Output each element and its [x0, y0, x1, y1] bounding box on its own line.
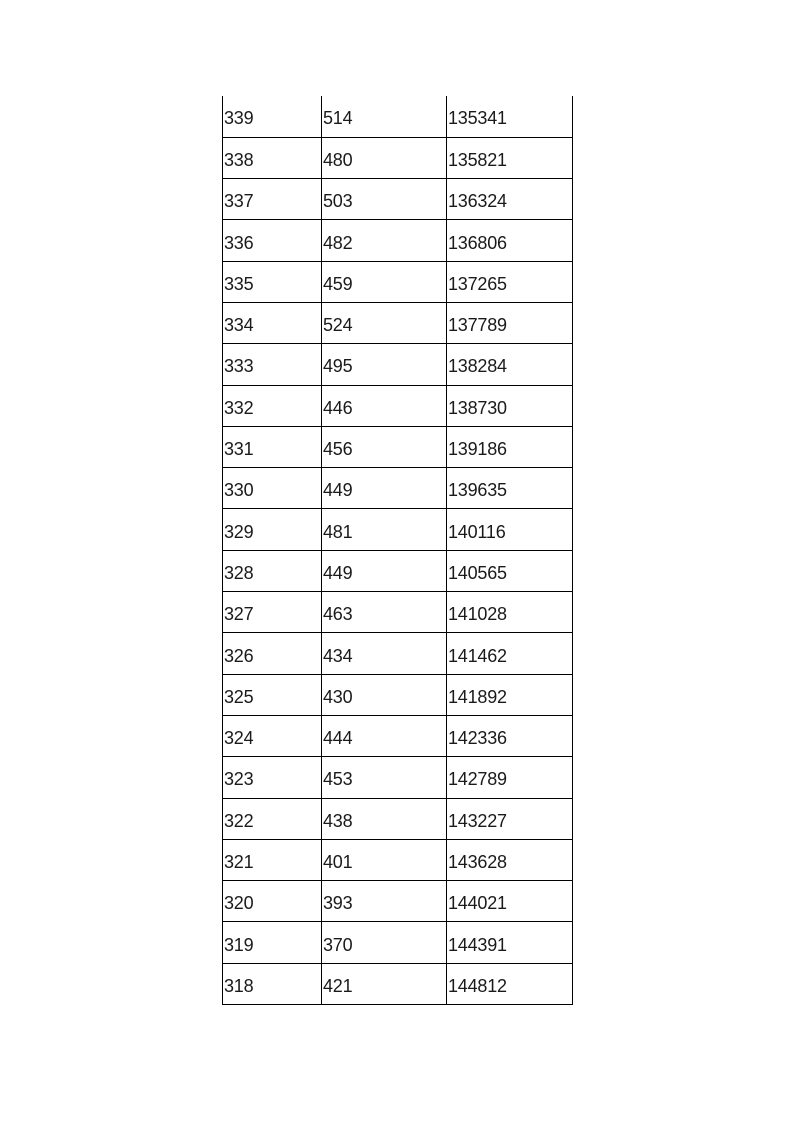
cell-value: 144021	[448, 893, 507, 914]
cell-value: 330	[224, 480, 254, 501]
table-cell	[223, 674, 322, 715]
table-cell	[322, 179, 447, 220]
table-row	[223, 839, 573, 880]
cell-value: 334	[224, 315, 254, 336]
cell-value: 335	[224, 273, 254, 294]
table-cell	[447, 344, 573, 385]
cell-value: 325	[224, 686, 254, 707]
table-cell	[447, 96, 573, 137]
table-row	[223, 302, 573, 343]
table-cell	[223, 137, 322, 178]
table-cell	[223, 220, 322, 261]
table-cell	[447, 839, 573, 880]
table-cell	[223, 509, 322, 550]
table-cell	[223, 344, 322, 385]
table-row	[223, 881, 573, 922]
table-cell	[322, 881, 447, 922]
table-body	[223, 96, 573, 1005]
table-cell	[447, 922, 573, 963]
cell-value: 138284	[448, 356, 507, 377]
table-cell	[322, 798, 447, 839]
cell-value: 319	[224, 934, 254, 955]
cell-value: 323	[224, 769, 254, 790]
data-table	[222, 96, 573, 1005]
table-cell	[447, 426, 573, 467]
table-row	[223, 798, 573, 839]
cell-value: 141462	[448, 645, 507, 666]
table-cell	[322, 261, 447, 302]
table-row	[223, 179, 573, 220]
cell-value: 135821	[448, 149, 507, 170]
table-row	[223, 96, 573, 137]
cell-value: 333	[224, 356, 254, 377]
cell-value: 337	[224, 191, 254, 212]
cell-value: 142336	[448, 728, 507, 749]
cell-value: 139635	[448, 480, 507, 501]
table-cell	[322, 674, 447, 715]
table-cell	[223, 302, 322, 343]
table-cell	[447, 302, 573, 343]
cell-value: 139186	[448, 439, 507, 460]
table-cell	[322, 385, 447, 426]
table-cell	[447, 963, 573, 1004]
cell-value: 326	[224, 645, 254, 666]
cell-value: 142789	[448, 769, 507, 790]
table-cell	[447, 550, 573, 591]
cell-value: 421	[323, 975, 353, 996]
cell-value: 143628	[448, 851, 507, 872]
cell-value: 456	[323, 439, 353, 460]
table-row	[223, 550, 573, 591]
cell-value: 481	[323, 521, 353, 542]
cell-value: 503	[323, 191, 353, 212]
cell-value: 482	[323, 232, 353, 253]
table-row	[223, 674, 573, 715]
cell-value: 320	[224, 893, 254, 914]
table-cell	[447, 715, 573, 756]
table-cell	[223, 633, 322, 674]
table-row	[223, 137, 573, 178]
cell-value: 324	[224, 728, 254, 749]
table-cell	[322, 715, 447, 756]
table-cell	[447, 220, 573, 261]
cell-value: 321	[224, 851, 254, 872]
cell-value: 140565	[448, 562, 507, 583]
table-row	[223, 715, 573, 756]
cell-value: 137265	[448, 273, 507, 294]
table-cell	[447, 881, 573, 922]
cell-value: 140116	[448, 521, 506, 542]
table-cell	[322, 344, 447, 385]
cell-value: 514	[323, 108, 353, 129]
cell-value: 328	[224, 562, 254, 583]
table-cell	[322, 137, 447, 178]
cell-value: 449	[323, 562, 353, 583]
cell-value: 318	[224, 975, 254, 996]
cell-value: 136806	[448, 232, 507, 253]
cell-value: 444	[323, 728, 353, 749]
cell-value: 137789	[448, 315, 507, 336]
cell-value: 438	[323, 810, 353, 831]
table-cell	[322, 302, 447, 343]
cell-value: 141028	[448, 604, 507, 625]
table-cell	[223, 179, 322, 220]
table-row	[223, 922, 573, 963]
table-cell	[223, 963, 322, 1004]
cell-value: 430	[323, 686, 353, 707]
table-row	[223, 592, 573, 633]
table-cell	[447, 633, 573, 674]
table-cell	[223, 922, 322, 963]
table-cell	[447, 468, 573, 509]
table-cell	[447, 592, 573, 633]
table-cell	[322, 426, 447, 467]
cell-value: 332	[224, 397, 254, 418]
cell-value: 329	[224, 521, 254, 542]
table-cell	[322, 757, 447, 798]
table-cell	[322, 96, 447, 137]
table-row	[223, 509, 573, 550]
cell-value: 393	[323, 893, 353, 914]
cell-value: 143227	[448, 810, 507, 831]
table-cell	[447, 261, 573, 302]
cell-value: 463	[323, 604, 353, 625]
cell-value: 144391	[448, 934, 507, 955]
cell-value: 449	[323, 480, 353, 501]
table-row	[223, 633, 573, 674]
cell-value: 138730	[448, 397, 507, 418]
cell-value: 480	[323, 149, 353, 170]
cell-value: 327	[224, 604, 254, 625]
table-cell	[322, 633, 447, 674]
cell-value: 434	[323, 645, 353, 666]
cell-value: 338	[224, 149, 254, 170]
table-cell	[223, 468, 322, 509]
cell-value: 144812	[448, 975, 507, 996]
cell-value: 446	[323, 397, 353, 418]
table-cell	[447, 137, 573, 178]
table-cell	[223, 426, 322, 467]
table-cell	[322, 509, 447, 550]
cell-value: 331	[224, 439, 254, 460]
cell-value: 135341	[448, 108, 507, 129]
table-cell	[447, 674, 573, 715]
table-row	[223, 261, 573, 302]
table-cell	[223, 261, 322, 302]
table-cell	[223, 96, 322, 137]
table-cell	[447, 179, 573, 220]
table-cell	[322, 468, 447, 509]
cell-value: 453	[323, 769, 353, 790]
cell-value: 370	[323, 934, 353, 955]
table-cell	[223, 592, 322, 633]
table-cell	[223, 798, 322, 839]
cell-value: 401	[323, 851, 353, 872]
cell-value: 141892	[448, 686, 507, 707]
table-row	[223, 468, 573, 509]
table-row	[223, 344, 573, 385]
table-cell	[223, 757, 322, 798]
table-cell	[322, 922, 447, 963]
table-cell	[447, 509, 573, 550]
table-cell	[223, 839, 322, 880]
table-cell	[223, 715, 322, 756]
table-row	[223, 220, 573, 261]
table-cell	[447, 385, 573, 426]
table-row	[223, 963, 573, 1004]
cell-value: 495	[323, 356, 353, 377]
cell-value: 322	[224, 810, 254, 831]
table-row	[223, 385, 573, 426]
cell-value: 339	[224, 108, 254, 129]
cell-value: 336	[224, 232, 254, 253]
table-cell	[322, 220, 447, 261]
table-cell	[322, 592, 447, 633]
table-row	[223, 426, 573, 467]
table-row	[223, 757, 573, 798]
table-cell	[447, 757, 573, 798]
table-cell	[322, 963, 447, 1004]
cell-value: 459	[323, 273, 353, 294]
cell-value: 524	[323, 315, 353, 336]
table-cell	[322, 550, 447, 591]
table-cell	[447, 798, 573, 839]
table-cell	[322, 839, 447, 880]
table-cell	[223, 550, 322, 591]
table-cell	[223, 881, 322, 922]
table-cell	[223, 385, 322, 426]
cell-value: 136324	[448, 191, 507, 212]
